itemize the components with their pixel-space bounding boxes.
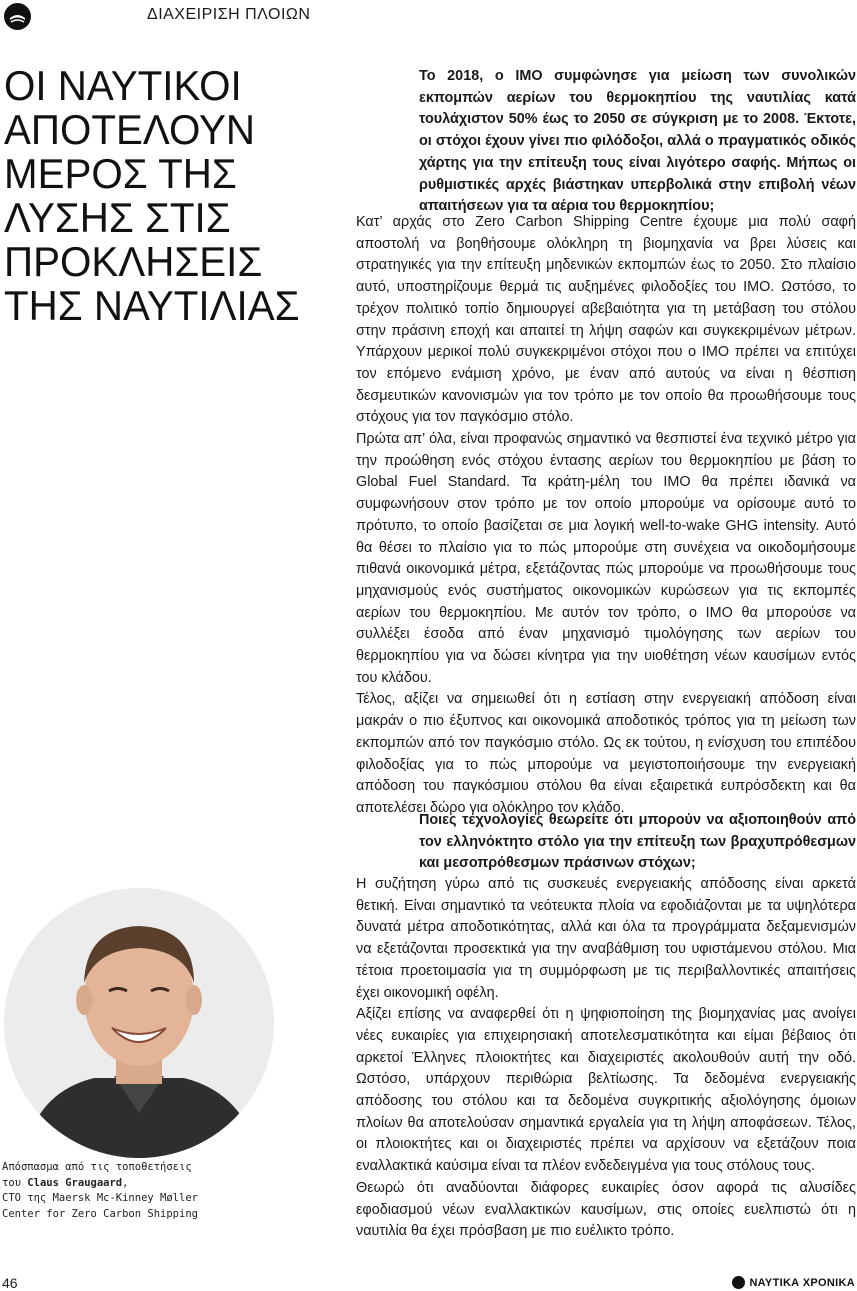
brand-logo-icon bbox=[732, 1276, 745, 1289]
section-title: ΔΙΑΧΕΙΡΙΣΗ ΠΛΟΙΩΝ bbox=[147, 6, 311, 23]
headline-line: ΤΗΣ ΝΑΥΤΙΛΙΑΣ bbox=[4, 282, 300, 329]
headline bbox=[4, 64, 335, 328]
paragraph: Η συζήτηση γύρω από τις συσκευές ενεργειακής απόδοσης είναι αρκετά θετική. Είναι σημαντικό τα νεότευκτα πλοία να εφοδιάζονται με τα υψηλότερα δυνατά μέτρα αποδοτικότητας, αλλά και όλα τα προγράμματα δεξαμενισμών να εξετάζονται προσεκτικά για την αναβάθμιση του υφιστάμενου στόλου. Μια τέτοια προετοιμασία για τη συμμόρφωση με τις περιβαλλοντικές απαιτήσεις έχει οικονομική οφέλη. bbox=[356, 876, 856, 1001]
person-name: Claus Graugaard bbox=[27, 1176, 123, 1189]
headline-line: ΛΥΣΗΣ ΣΤΙΣ bbox=[4, 194, 231, 241]
magazine-logo-icon bbox=[4, 3, 31, 30]
question-1: Το 2018, ο IMO συμφώνησε για μείωση των συνολικών εκπομπών αερίων του θερμοκηπίου της ναυτιλίας κατά τουλάχιστον 50% έως το 2050 σε σύγκριση με το 2008. Έκτοτε, οι στόχοι έχουν γίνει πιο φιλόδοξοι, αλλά ο πραγματικός οδικός χάρτης για την επίτευξη τους είναι λιγότερο σαφής. Μήπως οι ρυθμιστικές αρχές βιάστηκαν υπερβολικά στην επιβολή νέων απαιτήσεων για τα αέρια του θερμοκηπίου; bbox=[419, 68, 856, 215]
question-2: Ποιες τεχνολογίες θεωρείτε ότι μπορούν να αξιοποιηθούν από τον ελληνόκτητο στόλο για την επίτευξη των βραχυπρόθεσμων και μεσοπρόθεσμων πράσινων στόχων; bbox=[419, 812, 856, 872]
paragraph: Πρώτα απ’ όλα, είναι προφανώς σημαντικό να θεσπιστεί ένα τεχνικό μέτρο για την προώθηση ενός στόχου έντασης αερίων του θερμοκηπίου με βάση το Global Fuel Standard. Τα κράτη-μέλη του IMO θα πρέπει ιδανικά να συμφωνήσουν στον τρόπο με τον οποίο μπορούμε να ορίσουμε αυτό το πρότυπο, το οποίο βασίζεται σε μια λογική well-to-wake GHG intensity. Αυτό θα θέσει το πλαίσιο για το πώς μπορούμε στη συνέχεια να οικοδομήσουμε πιθανά οικονομικά μέτρα, εξετάζοντας πώς μπορούμε να προωθήσουμε τους μηχανισμούς ενός συστήματος οικονομικών κυρώσεων για τις εκπομπές αερίων του θερμοκηπίου. Με αυτόν τον τρόπο, ο IMO θα μπορούσε να συλλέξει έσοδα από έναν μηχανισμό τιμολόγησης των αερίων του θερμοκηπίου για να δώσει κίνητρα για την υιοθέτηση νέων καυσίμων εντός του κλάδου. bbox=[356, 431, 856, 686]
headline-line: ΠΡΟΚΛΗΣΕΙΣ bbox=[4, 238, 263, 285]
portrait-photo bbox=[4, 888, 274, 1158]
headline-line: ΟΙ ΝΑΥΤΙΚΟΙ bbox=[4, 62, 242, 109]
paragraph: Αξίζει επίσης να αναφερθεί ότι η ψηφιοποίηση της βιομηχανίας μας ανοίγει νέες ευκαιρίες για επιχειρησιακή αποτελεσματικότητα και είμαι βέβαιος ότι αρκετοί Έλληνες πλοιοκτήτες και διαχειριστές ακολουθούν αυτή την οδό. Ωστόσο, υπάρχουν περιθώρια βελτίωσης. Τα δεδομένα ενεργειακής απόδοσης του στόλου και τα δεδομένα συγκριτικής αξιολόγησης όμοιων πλοίων θα αποτελούσαν σημαντικά εργαλεία για τη λήψη αποφάσεων. Τέλος, οι πλοιοκτήτες και οι διαχειριστές πρέπει να αρχίσουν να εξετάζουν ποια εναλλακτικά καύσιμα είναι τα πλέον ενδεδειγμένα για τους στόλους τους. bbox=[356, 1006, 856, 1175]
photo-caption: Απόσπασμα από τις τοποθετήσεις του Claus Graugaard, CTO της Maersk Mc-Kinney Møller Center for Zero Carbon Shipping bbox=[2, 1161, 198, 1220]
headline-line: ΑΠΟΤΕΛΟΥΝ bbox=[4, 106, 256, 153]
paragraph: Κατ’ αρχάς στο Zero Carbon Shipping Centre έχουμε μια πολύ σαφή αποστολή να βοηθήσουμε ολόκληρη τη βιομηχανία να βρει λύσεις και στρατηγικές για την επίτευξη μηδενικών εκπομπών έως το 2050. Στο πλαίσιο αυτό, υποστηρίζουμε θερμά τις αυξημένες φιλοδοξίες του IMO. Ωστόσο, το τρέχον πολιτικό τοπίο δημιουργεί αβεβαιότητα για τη μετάβαση του στόλου στην πράσινη εποχή και απαιτεί τη λήψη σαφών και συγκεκριμένων μέτρων. Υπάρχουν μερικοί πολύ συγκεκριμένοι στόχοι που ο IMO πρέπει να επιτύχει τον επόμενο ενάμιση χρόνο, με έναν από αυτούς να είναι η θέσπιση δεσμευτικών κανονισμών για τον τρόπο με τον οποίο θα προωθήσουμε τους στόχους για τον παγκόσμιο στόλο. bbox=[356, 214, 856, 426]
answer-2 bbox=[356, 874, 856, 1243]
paragraph: Θεωρώ ότι αναδύονται διάφορες ευκαιρίες όσον αφορά τις αλυσίδες εφοδιασμού νέων εναλλακτικών καυσίμων, στις οποίες ευελπιστώ ότι η ναυτιλία θα έχει πρόσβαση με πιο ευέλικτο τρόπο. bbox=[356, 1179, 856, 1240]
page-number: 46 bbox=[2, 1275, 18, 1291]
paragraph: Τέλος, αξίζει να σημειωθεί ότι η εστίαση στην ενεργειακή απόδοση είναι μακράν ο πιο έξυπνος και οικονομικά αποδοτικός τρόπος για τη μείωση των εκπομπών από τον παγκόσμιο στόλο. Ως εκ τούτου, η ενίσχυση του επιπέδου φιλοδοξίας για το πώς μπορούμε να μεγιστοποιήσουμε την ενεργειακή απόδοση του παγκόσμιου στόλου θα είναι εξαιρετικά ευπρόσδεκτη και θα αποτελέσει δώρο για ολόκληρο τον κλάδο. bbox=[356, 691, 856, 816]
brand-footer: ΝΑΥΤΙΚΑ ΧΡΟΝΙΚΑ bbox=[732, 1276, 855, 1289]
headline-line: ΜΕΡΟΣ ΤΗΣ bbox=[4, 150, 237, 197]
answer-1 bbox=[356, 212, 856, 820]
